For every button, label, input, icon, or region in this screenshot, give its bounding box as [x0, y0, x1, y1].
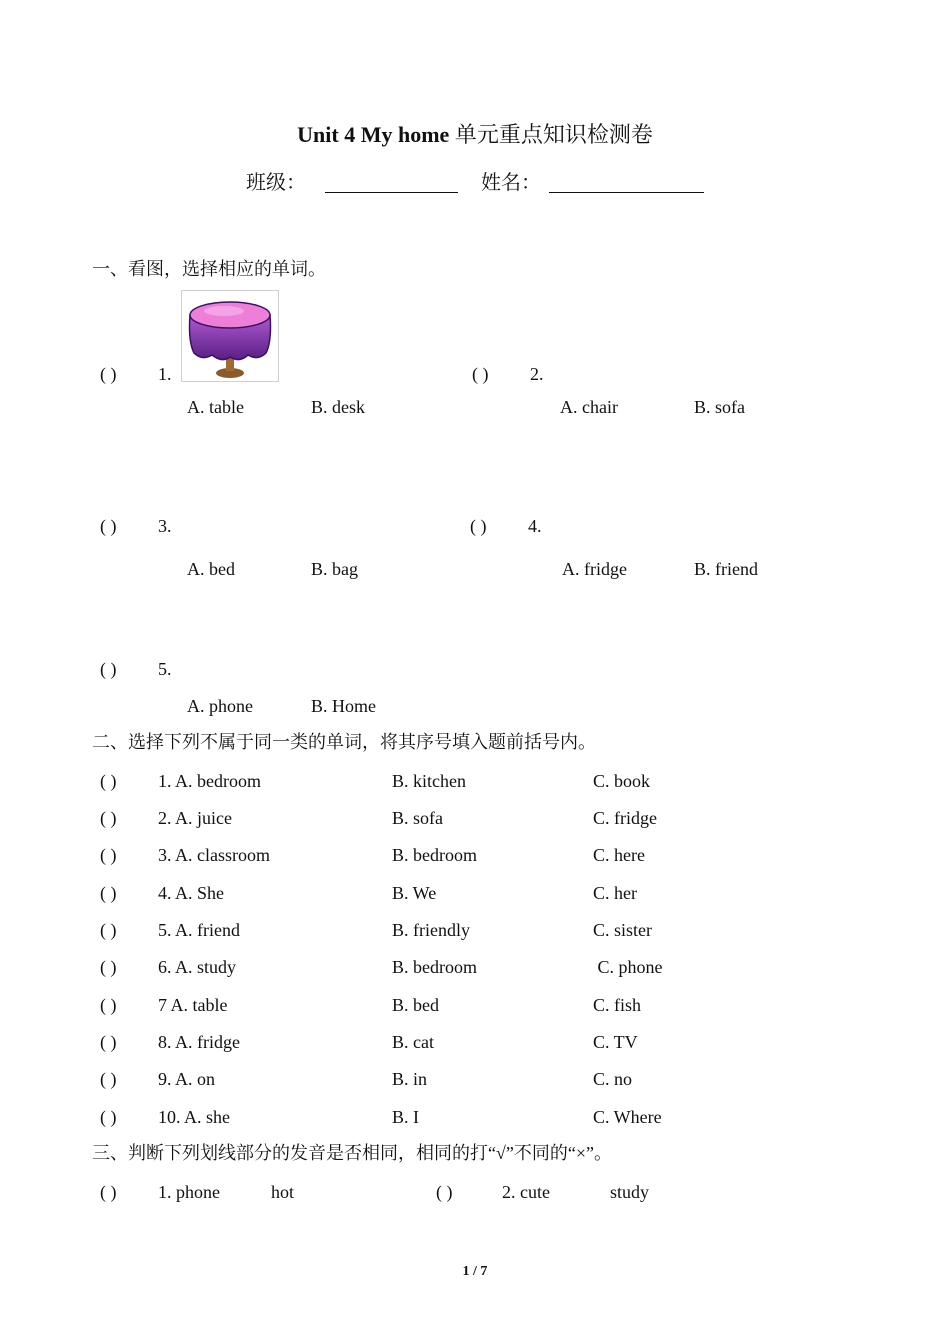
option-b: B. friendly — [392, 920, 470, 940]
option-b: B. bed — [392, 995, 439, 1015]
answer-paren[interactable]: ( ) — [100, 995, 117, 1015]
option-b: B. We — [392, 883, 437, 903]
option-b: B. sofa — [392, 808, 443, 828]
option-a: A. bed — [187, 559, 235, 579]
page-number: 1 / 7 — [462, 1264, 488, 1279]
option-a: 7 A. table — [158, 995, 228, 1015]
answer-paren[interactable]: ( ) — [100, 1182, 117, 1202]
question-number: 4. — [528, 516, 542, 536]
option-a: A. phone — [187, 696, 253, 716]
option-c: C. TV — [593, 1032, 638, 1052]
option-b: B. sofa — [694, 397, 745, 417]
option-b: B. in — [392, 1069, 428, 1089]
option-a: 10. A. she — [158, 1107, 230, 1127]
question-number: 1. — [158, 364, 172, 384]
option-a: 3. A. classroom — [158, 845, 270, 865]
option-c: C. sister — [593, 920, 653, 940]
answer-paren[interactable]: ( ) — [100, 883, 117, 903]
answer-paren[interactable]: ( ) — [100, 957, 117, 977]
option-b: B. desk — [311, 397, 365, 417]
title-bold: Unit 4 My home — [297, 122, 450, 147]
option-c: C. book — [593, 771, 651, 791]
answer-paren[interactable]: ( ) — [100, 659, 117, 679]
answer-paren[interactable]: ( ) — [100, 808, 117, 828]
option-a: A. chair — [560, 397, 618, 417]
class-blank[interactable] — [325, 173, 458, 193]
option-a: A. table — [187, 397, 244, 417]
page-title — [0, 124, 950, 146]
option-b: B. bedroom — [392, 957, 477, 977]
compare-word: study — [610, 1182, 650, 1202]
compare-word: hot — [271, 1182, 295, 1202]
answer-paren[interactable]: ( ) — [100, 1107, 117, 1127]
option-a: 8. A. fridge — [158, 1032, 240, 1052]
question-number: 2. — [530, 364, 544, 384]
name-label: 姓名： — [481, 172, 541, 194]
option-a: 5. A. friend — [158, 920, 240, 940]
option-a: A. fridge — [562, 559, 627, 579]
answer-paren[interactable]: ( ) — [100, 1069, 117, 1089]
option-b: B. bag — [311, 559, 358, 579]
section1-heading: 一、看图，选择相应的单词。 — [92, 259, 326, 279]
option-c: C. her — [593, 883, 637, 903]
question-word: 2. cute — [502, 1182, 550, 1202]
option-b: B. cat — [392, 1032, 434, 1052]
answer-paren[interactable]: ( ) — [100, 920, 117, 940]
option-c: C. fridge — [593, 808, 657, 828]
option-a: 6. A. study — [158, 957, 237, 977]
option-a: 4. A. She — [158, 883, 225, 903]
option-b: B. kitchen — [392, 771, 466, 791]
answer-paren[interactable]: ( ) — [470, 516, 487, 536]
option-c: C. no — [593, 1069, 633, 1089]
option-b: B. Home — [311, 696, 376, 716]
table-image — [181, 290, 279, 382]
answer-paren[interactable]: ( ) — [100, 1032, 117, 1052]
option-a: 1. A. bedroom — [158, 771, 261, 791]
class-label: 班级： — [246, 172, 306, 194]
option-c: C. here — [593, 845, 645, 865]
option-b: B. bedroom — [392, 845, 477, 865]
section3-heading: 三、判断下列划线部分的发音是否相同，相同的打“√”不同的“×”。 — [92, 1143, 612, 1163]
section2-heading: 二、选择下列不属于同一类的单词，将其序号填入题前括号内。 — [92, 732, 596, 752]
answer-paren[interactable]: ( ) — [436, 1182, 453, 1202]
name-blank[interactable] — [549, 173, 704, 193]
answer-paren[interactable]: ( ) — [100, 364, 117, 384]
option-c: C. fish — [593, 995, 642, 1015]
title-rest: 单元重点知识检测卷 — [449, 122, 653, 147]
answer-paren[interactable]: ( ) — [100, 516, 117, 536]
option-a: 9. A. on — [158, 1069, 216, 1089]
answer-paren[interactable]: ( ) — [100, 845, 117, 865]
answer-paren[interactable]: ( ) — [472, 364, 489, 384]
option-c: C. Where — [593, 1107, 662, 1127]
option-c: C. phone — [593, 957, 663, 977]
question-number: 5. — [158, 659, 172, 679]
question-word: 1. phone — [158, 1182, 220, 1202]
table-icon — [182, 291, 278, 381]
option-b: B. friend — [694, 559, 758, 579]
option-b: B. I — [392, 1107, 419, 1127]
question-number: 3. — [158, 516, 172, 536]
answer-paren[interactable]: ( ) — [100, 771, 117, 791]
option-a: 2. A. juice — [158, 808, 232, 828]
